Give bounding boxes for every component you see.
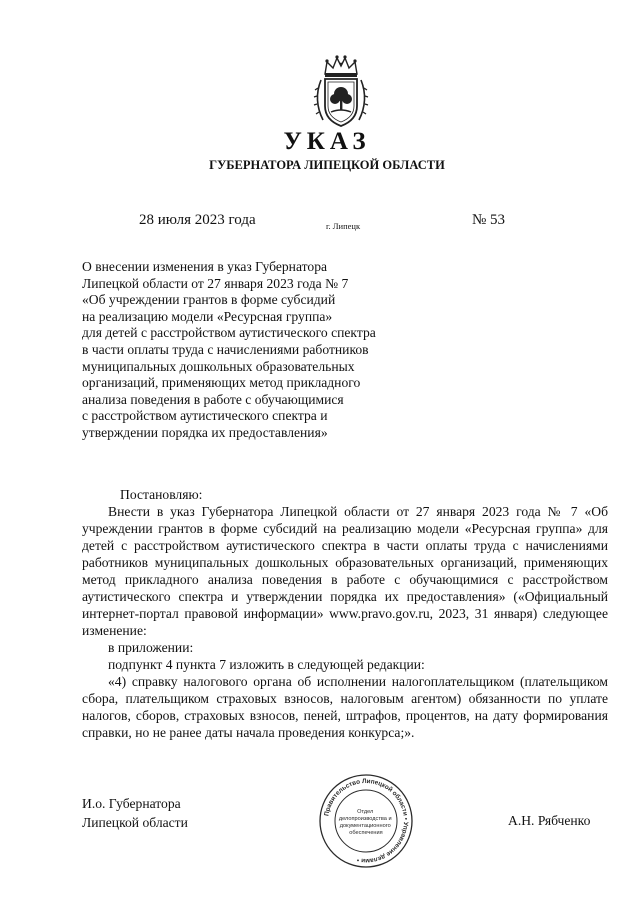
heading-line: Липецкой области от 27 января 2023 года № 7 bbox=[82, 275, 349, 291]
body-paragraph: Внести в указ Губернатора Липецкой области от 27 января 2023 года № 7 «Об учреждении грантов в форме субсидий на реализацию модели «Ресурсная группа» для детей с расстройством аутистического спектра в части оплаты труда с начислениями работников муниципальных дошкольных образовательных организаций, применяющих метод прикладного анализа поведения в работе с обучающимися с расстройством аутистического спектра и утверждении порядка их предоставления» («Официальный интернет-портал правовой информации» www.pravo.gov.ru, 2023, 31 января) следующее изменение: bbox=[82, 504, 608, 638]
official-stamp bbox=[318, 773, 414, 869]
signatory-name: А.Н. Рябченко bbox=[508, 813, 591, 828]
document-number: № 53 bbox=[472, 212, 506, 228]
stamp-ring-text: Правительство Липецкой области • Управление делами • bbox=[323, 777, 410, 865]
document-title: УКАЗ bbox=[283, 128, 371, 155]
document-subtitle: ГУБЕРНАТОРА ЛИПЕЦКОЙ ОБЛАСТИ bbox=[209, 158, 445, 172]
heading-line: для детей с расстройством аутистического спектра bbox=[82, 325, 376, 341]
decree-intro: Постановляю: bbox=[120, 487, 203, 502]
signatory-position-line: Липецкой области bbox=[82, 815, 188, 830]
heading-line: на реализацию модели «Ресурсная группа» bbox=[82, 308, 333, 324]
signatory-position bbox=[82, 794, 188, 832]
document-city: г. Липецк bbox=[326, 221, 361, 231]
heading-line: организаций, применяющих метод прикладного bbox=[82, 375, 361, 391]
stamp-center-line: обеспечения bbox=[349, 830, 383, 836]
body-paragraph: в приложении: bbox=[108, 640, 194, 655]
body-paragraph: «4) справку налогового органа об исполнении налогоплательщиком (плательщиком сбора, плательщиком страховых взносов, налоговым агентом) обязанности по уплате налогов, сборов, страховых взносов, пеней, штрафов, процентов, на дату формирования справки, но не ранее даты начала проведения конкурса;». bbox=[82, 674, 608, 740]
document-body bbox=[82, 486, 608, 741]
heading-line: «Об учреждении грантов в форме субсидий bbox=[82, 292, 336, 308]
heading-line: О внесении изменения в указ Губернатора bbox=[82, 259, 328, 274]
svg-text:Отдел делопроизводства и bbox=[339, 809, 393, 836]
stamp-center-line: документационного bbox=[339, 823, 391, 829]
document-date: 28 июля 2023 года bbox=[139, 212, 256, 228]
body-paragraph: подпункт 4 пункта 7 изложить в следующей редакции: bbox=[108, 657, 425, 672]
document-heading bbox=[82, 259, 422, 442]
heading-line: муниципальных дошкольных образовательных bbox=[82, 358, 355, 374]
heading-line: в части оплаты труда с начислениями работников bbox=[82, 341, 369, 357]
heading-line: с расстройством аутистического спектра и bbox=[82, 408, 328, 424]
heading-line: утверждении порядка их предоставления» bbox=[82, 424, 328, 440]
coat-of-arms-icon bbox=[311, 54, 371, 130]
heading-line: анализа поведения в работе с обучающимися bbox=[82, 391, 344, 407]
stamp-center-line: Отдел bbox=[357, 809, 374, 815]
signatory-position-line: И.о. Губернатора bbox=[82, 796, 181, 811]
stamp-center-line: делопроизводства и bbox=[338, 816, 392, 822]
